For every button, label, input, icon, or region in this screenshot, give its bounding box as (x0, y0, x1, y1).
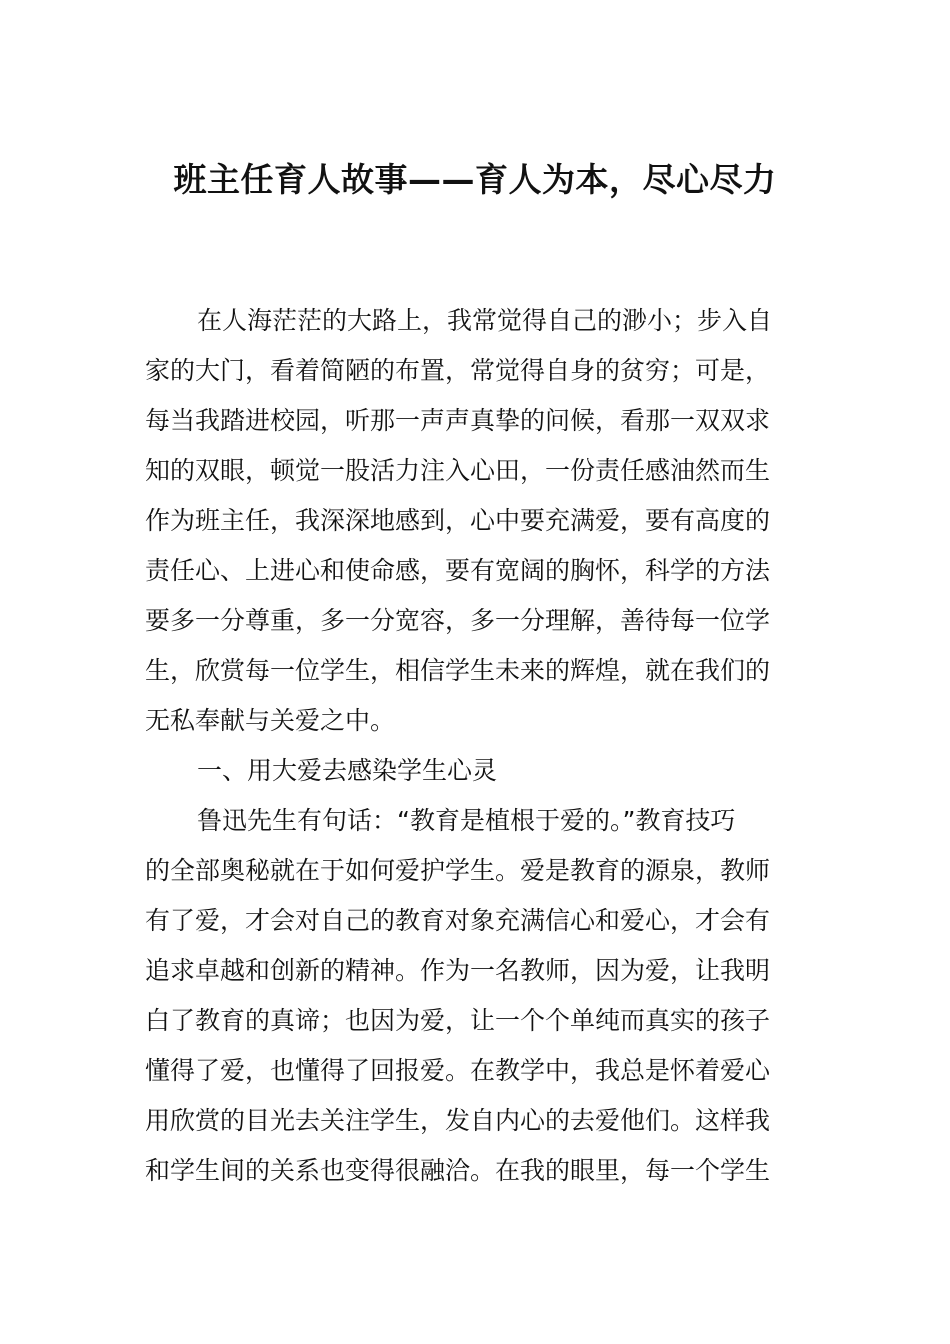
paragraph-line: 懂得了爱，也懂得了回报爱。在教学中，我总是怀着爱心 (145, 1056, 771, 1085)
section-heading: 一、用大爱去感染学生心灵 (197, 756, 498, 785)
paragraph-line: 知的双眼，顿觉一股活力注入心田，一份责任感油然而生 (145, 456, 771, 485)
paragraph-line: 无私奉献与关爱之中。 (145, 706, 396, 735)
paragraph-line: 责任心、上进心和使命感，要有宽阔的胸怀，科学的方法 (145, 556, 771, 585)
paragraph-line: 每当我踏进校园，听那一声声真挚的问候，看那一双双求 (145, 406, 771, 435)
paragraph-line: 追求卓越和创新的精神。作为一名教师，因为爱，让我明 (145, 956, 771, 985)
paragraph-line: 的全部奥秘就在于如何爱护学生。爱是教育的源泉，教师 (145, 856, 771, 885)
paragraph-line: 在人海茫茫的大路上，我常觉得自己的渺小；步入自 (197, 306, 773, 335)
document-body (145, 296, 810, 1196)
paragraph-line: 用欣赏的目光去关注学生，发自内心的去爱他们。这样我 (145, 1106, 771, 1135)
paragraph-line: 家的大门，看着简陋的布置，常觉得自身的贫穷；可是， (145, 356, 771, 385)
paragraph-line: 鲁迅先生有句话：“教育是植根于爱的。”教育技巧 (197, 806, 736, 835)
paragraph-line: 生，欣赏每一位学生，相信学生未来的辉煌，就在我们的 (145, 656, 771, 685)
paragraph-line: 作为班主任，我深深地感到，心中要充满爱，要有高度的 (145, 506, 771, 535)
paragraph-line: 白了教育的真谛；也因为爱，让一个个单纯而真实的孩子 (145, 1006, 771, 1035)
paragraph-line: 要多一分尊重，多一分宽容，多一分理解，善待每一位学 (145, 606, 771, 635)
document-title: 班主任育人故事——育人为本，尽心尽力 (173, 160, 777, 199)
paragraph-line: 和学生间的关系也变得很融洽。在我的眼里，每一个学生 (145, 1156, 771, 1185)
paragraph-line: 有了爱，才会对自己的教育对象充满信心和爱心，才会有 (145, 906, 771, 935)
